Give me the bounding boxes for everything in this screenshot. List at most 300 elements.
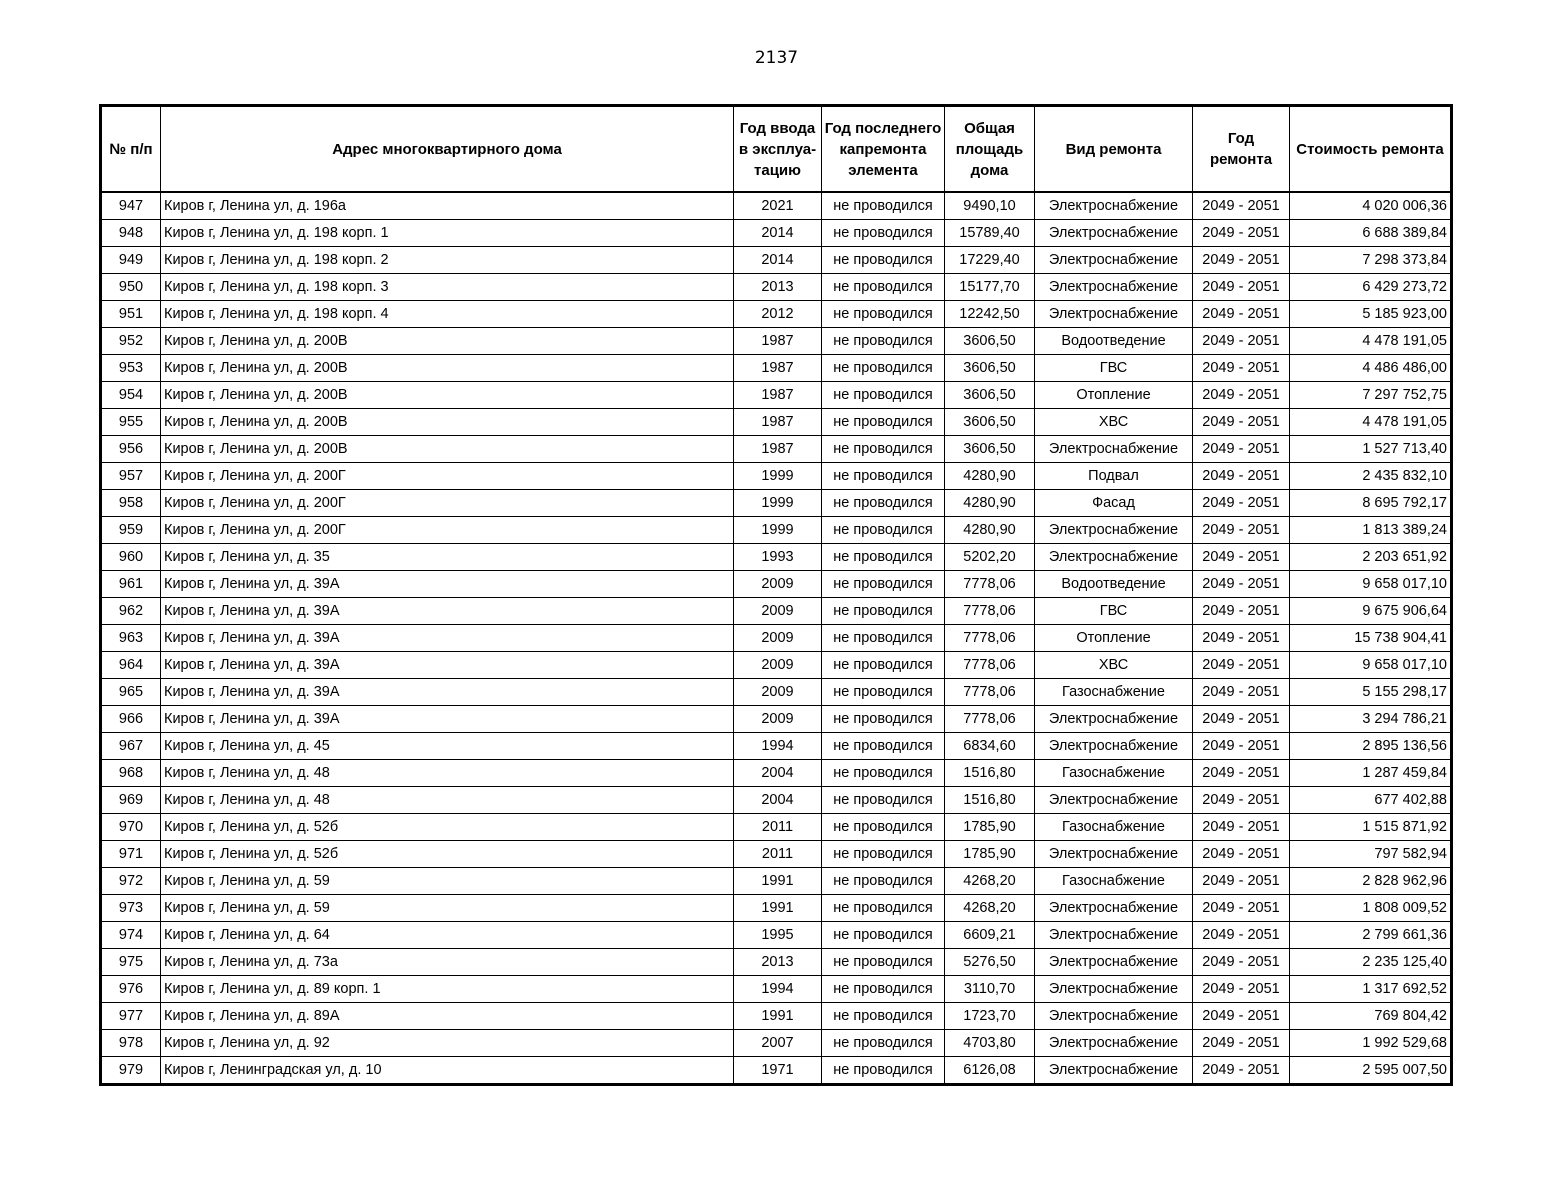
row-number: 963	[102, 625, 161, 652]
row-repair-year: 2049 - 2051	[1193, 463, 1290, 490]
row-repair-type: Подвал	[1035, 463, 1193, 490]
row-year-built: 1987	[734, 328, 822, 355]
table-row	[102, 787, 1451, 814]
row-last-repair: не проводился	[822, 868, 945, 895]
row-number: 947	[102, 192, 161, 220]
row-address: Киров г, Ленина ул, д. 39А	[161, 706, 734, 733]
row-year-built: 2011	[734, 814, 822, 841]
table-row	[102, 328, 1451, 355]
table-row	[102, 544, 1451, 571]
row-last-repair: не проводился	[822, 895, 945, 922]
row-number: 977	[102, 1003, 161, 1030]
row-last-repair: не проводился	[822, 1030, 945, 1057]
row-repair-year: 2049 - 2051	[1193, 355, 1290, 382]
row-repair-year: 2049 - 2051	[1193, 436, 1290, 463]
row-year-built: 1991	[734, 1003, 822, 1030]
row-address: Киров г, Ленина ул, д. 200Г	[161, 517, 734, 544]
row-address: Киров г, Ленина ул, д. 89А	[161, 1003, 734, 1030]
row-repair-type: Электроснабжение	[1035, 220, 1193, 247]
row-repair-year: 2049 - 2051	[1193, 895, 1290, 922]
table-row	[102, 814, 1451, 841]
row-last-repair: не проводился	[822, 625, 945, 652]
row-repair-type: Фасад	[1035, 490, 1193, 517]
row-area: 7778,06	[945, 625, 1035, 652]
row-number: 971	[102, 841, 161, 868]
row-year-built: 1987	[734, 382, 822, 409]
row-year-built: 2004	[734, 760, 822, 787]
row-repair-year: 2049 - 2051	[1193, 490, 1290, 517]
row-repair-year: 2049 - 2051	[1193, 922, 1290, 949]
row-area: 1723,70	[945, 1003, 1035, 1030]
row-cost: 2 799 661,36	[1290, 922, 1451, 949]
row-repair-type: Водоотведение	[1035, 328, 1193, 355]
row-cost: 2 828 962,96	[1290, 868, 1451, 895]
row-cost: 2 203 651,92	[1290, 544, 1451, 571]
row-repair-year: 2049 - 2051	[1193, 814, 1290, 841]
row-year-built: 2011	[734, 841, 822, 868]
row-year-built: 1994	[734, 733, 822, 760]
col-header-number: № п/п	[102, 107, 161, 193]
row-address: Киров г, Ленина ул, д. 200Г	[161, 463, 734, 490]
row-repair-type: Электроснабжение	[1035, 733, 1193, 760]
row-year-built: 2014	[734, 220, 822, 247]
row-number: 974	[102, 922, 161, 949]
row-year-built: 2009	[734, 625, 822, 652]
row-repair-year: 2049 - 2051	[1193, 949, 1290, 976]
row-address: Киров г, Ленина ул, д. 73а	[161, 949, 734, 976]
row-repair-year: 2049 - 2051	[1193, 625, 1290, 652]
row-last-repair: не проводился	[822, 409, 945, 436]
row-cost: 769 804,42	[1290, 1003, 1451, 1030]
row-number: 976	[102, 976, 161, 1003]
row-year-built: 1987	[734, 355, 822, 382]
col-header-repair-type: Вид ремонта	[1035, 107, 1193, 193]
row-area: 17229,40	[945, 247, 1035, 274]
row-cost: 797 582,94	[1290, 841, 1451, 868]
row-repair-type: Электроснабжение	[1035, 949, 1193, 976]
row-repair-type: Водоотведение	[1035, 571, 1193, 598]
col-header-year-built: Год ввода в эксплуа-тацию	[734, 107, 822, 193]
row-address: Киров г, Ленина ул, д. 52б	[161, 814, 734, 841]
row-last-repair: не проводился	[822, 192, 945, 220]
page-number: 2137	[754, 48, 799, 68]
row-repair-year: 2049 - 2051	[1193, 733, 1290, 760]
row-cost: 2 235 125,40	[1290, 949, 1451, 976]
row-number: 948	[102, 220, 161, 247]
row-cost: 2 895 136,56	[1290, 733, 1451, 760]
row-repair-type: Электроснабжение	[1035, 922, 1193, 949]
row-repair-type: Электроснабжение	[1035, 192, 1193, 220]
row-repair-type: Электроснабжение	[1035, 274, 1193, 301]
table-row	[102, 1030, 1451, 1057]
table-row	[102, 652, 1451, 679]
row-number: 973	[102, 895, 161, 922]
row-cost: 2 435 832,10	[1290, 463, 1451, 490]
row-repair-year: 2049 - 2051	[1193, 274, 1290, 301]
row-year-built: 2013	[734, 949, 822, 976]
row-address: Киров г, Ленина ул, д. 35	[161, 544, 734, 571]
table-row	[102, 355, 1451, 382]
table-row	[102, 598, 1451, 625]
row-area: 5276,50	[945, 949, 1035, 976]
row-address: Киров г, Ленина ул, д. 39А	[161, 571, 734, 598]
row-cost: 6 688 389,84	[1290, 220, 1451, 247]
row-address: Киров г, Ленина ул, д. 89 корп. 1	[161, 976, 734, 1003]
row-year-built: 2009	[734, 571, 822, 598]
row-area: 7778,06	[945, 571, 1035, 598]
row-last-repair: не проводился	[822, 301, 945, 328]
row-number: 958	[102, 490, 161, 517]
row-address: Киров г, Ленина ул, д. 59	[161, 895, 734, 922]
row-last-repair: не проводился	[822, 517, 945, 544]
row-address: Киров г, Ленина ул, д. 92	[161, 1030, 734, 1057]
row-repair-year: 2049 - 2051	[1193, 598, 1290, 625]
row-area: 7778,06	[945, 652, 1035, 679]
row-repair-type: ХВС	[1035, 652, 1193, 679]
row-repair-type: Электроснабжение	[1035, 517, 1193, 544]
row-address: Киров г, Ленина ул, д. 200В	[161, 382, 734, 409]
row-address: Киров г, Ленина ул, д. 39А	[161, 598, 734, 625]
row-repair-type: ГВС	[1035, 355, 1193, 382]
row-cost: 5 185 923,00	[1290, 301, 1451, 328]
row-repair-year: 2049 - 2051	[1193, 328, 1290, 355]
row-address: Киров г, Ленина ул, д. 196а	[161, 192, 734, 220]
row-last-repair: не проводился	[822, 1057, 945, 1084]
table-row	[102, 976, 1451, 1003]
row-year-built: 1999	[734, 463, 822, 490]
row-number: 959	[102, 517, 161, 544]
row-area: 4268,20	[945, 895, 1035, 922]
col-header-repair-year: Год ремонта	[1193, 107, 1290, 193]
row-number: 950	[102, 274, 161, 301]
row-repair-type: Электроснабжение	[1035, 1030, 1193, 1057]
row-repair-year: 2049 - 2051	[1193, 247, 1290, 274]
row-last-repair: не проводился	[822, 490, 945, 517]
row-repair-year: 2049 - 2051	[1193, 1030, 1290, 1057]
row-last-repair: не проводился	[822, 949, 945, 976]
row-address: Киров г, Ленина ул, д. 198 корп. 4	[161, 301, 734, 328]
table-body	[102, 192, 1451, 1084]
row-year-built: 1994	[734, 976, 822, 1003]
row-area: 3606,50	[945, 409, 1035, 436]
row-number: 949	[102, 247, 161, 274]
row-cost: 3 294 786,21	[1290, 706, 1451, 733]
row-last-repair: не проводился	[822, 382, 945, 409]
row-number: 968	[102, 760, 161, 787]
table-row	[102, 922, 1451, 949]
row-repair-type: Газоснабжение	[1035, 868, 1193, 895]
row-repair-year: 2049 - 2051	[1193, 1057, 1290, 1084]
table-row	[102, 868, 1451, 895]
row-number: 970	[102, 814, 161, 841]
row-area: 4280,90	[945, 463, 1035, 490]
row-repair-year: 2049 - 2051	[1193, 679, 1290, 706]
row-repair-type: Отопление	[1035, 382, 1193, 409]
table-row	[102, 1057, 1451, 1084]
row-last-repair: не проводился	[822, 814, 945, 841]
row-repair-year: 2049 - 2051	[1193, 544, 1290, 571]
row-area: 4280,90	[945, 490, 1035, 517]
table-row	[102, 760, 1451, 787]
row-number: 960	[102, 544, 161, 571]
row-last-repair: не проводился	[822, 706, 945, 733]
row-last-repair: не проводился	[822, 328, 945, 355]
row-repair-type: Отопление	[1035, 625, 1193, 652]
row-repair-type: Электроснабжение	[1035, 976, 1193, 1003]
col-header-last-repair: Год последнего капремонта элемента	[822, 107, 945, 193]
row-cost: 9 658 017,10	[1290, 652, 1451, 679]
row-repair-type: Газоснабжение	[1035, 760, 1193, 787]
row-year-built: 2013	[734, 274, 822, 301]
row-number: 965	[102, 679, 161, 706]
row-last-repair: не проводился	[822, 247, 945, 274]
row-repair-year: 2049 - 2051	[1193, 382, 1290, 409]
row-cost: 1 808 009,52	[1290, 895, 1451, 922]
row-last-repair: не проводился	[822, 355, 945, 382]
row-last-repair: не проводился	[822, 274, 945, 301]
table-row	[102, 436, 1451, 463]
row-area: 3606,50	[945, 436, 1035, 463]
row-year-built: 1991	[734, 868, 822, 895]
table-header-row	[102, 107, 1451, 193]
row-cost: 677 402,88	[1290, 787, 1451, 814]
row-repair-type: Электроснабжение	[1035, 895, 1193, 922]
row-last-repair: не проводился	[822, 841, 945, 868]
table-row	[102, 679, 1451, 706]
row-repair-type: Электроснабжение	[1035, 247, 1193, 274]
row-address: Киров г, Ленина ул, д. 200В	[161, 436, 734, 463]
row-repair-year: 2049 - 2051	[1193, 706, 1290, 733]
row-area: 15789,40	[945, 220, 1035, 247]
row-year-built: 1999	[734, 490, 822, 517]
row-cost: 4 478 191,05	[1290, 409, 1451, 436]
row-repair-type: Электроснабжение	[1035, 436, 1193, 463]
row-number: 967	[102, 733, 161, 760]
col-header-address: Адрес многоквартирного дома	[161, 107, 734, 193]
row-cost: 5 155 298,17	[1290, 679, 1451, 706]
row-repair-type: ХВС	[1035, 409, 1193, 436]
row-address: Киров г, Ленина ул, д. 200В	[161, 328, 734, 355]
row-cost: 9 658 017,10	[1290, 571, 1451, 598]
row-address: Киров г, Ленина ул, д. 198 корп. 2	[161, 247, 734, 274]
row-cost: 2 595 007,50	[1290, 1057, 1451, 1084]
row-cost: 8 695 792,17	[1290, 490, 1451, 517]
row-area: 3110,70	[945, 976, 1035, 1003]
row-cost: 4 020 006,36	[1290, 192, 1451, 220]
row-repair-type: Газоснабжение	[1035, 814, 1193, 841]
row-year-built: 1971	[734, 1057, 822, 1084]
row-area: 3606,50	[945, 382, 1035, 409]
table-row	[102, 841, 1451, 868]
row-repair-type: Электроснабжение	[1035, 301, 1193, 328]
row-area: 6609,21	[945, 922, 1035, 949]
row-year-built: 2007	[734, 1030, 822, 1057]
row-number: 969	[102, 787, 161, 814]
row-last-repair: не проводился	[822, 787, 945, 814]
table-row	[102, 220, 1451, 247]
row-last-repair: не проводился	[822, 976, 945, 1003]
row-repair-year: 2049 - 2051	[1193, 220, 1290, 247]
row-repair-year: 2049 - 2051	[1193, 571, 1290, 598]
row-repair-year: 2049 - 2051	[1193, 976, 1290, 1003]
row-repair-type: Электроснабжение	[1035, 1003, 1193, 1030]
row-last-repair: не проводился	[822, 733, 945, 760]
row-area: 7778,06	[945, 679, 1035, 706]
row-number: 975	[102, 949, 161, 976]
row-year-built: 2004	[734, 787, 822, 814]
row-number: 953	[102, 355, 161, 382]
row-year-built: 2009	[734, 679, 822, 706]
row-last-repair: не проводился	[822, 922, 945, 949]
table-row	[102, 733, 1451, 760]
row-area: 7778,06	[945, 706, 1035, 733]
row-cost: 1 527 713,40	[1290, 436, 1451, 463]
row-area: 1785,90	[945, 814, 1035, 841]
row-number: 951	[102, 301, 161, 328]
row-address: Киров г, Ленина ул, д. 64	[161, 922, 734, 949]
row-cost: 1 515 871,92	[1290, 814, 1451, 841]
table-row	[102, 192, 1451, 220]
row-year-built: 1987	[734, 409, 822, 436]
row-area: 12242,50	[945, 301, 1035, 328]
row-address: Киров г, Ленина ул, д. 39А	[161, 625, 734, 652]
row-address: Киров г, Ленина ул, д. 200В	[161, 409, 734, 436]
row-cost: 15 738 904,41	[1290, 625, 1451, 652]
row-cost: 1 317 692,52	[1290, 976, 1451, 1003]
row-area: 9490,10	[945, 192, 1035, 220]
table-row	[102, 463, 1451, 490]
row-year-built: 2014	[734, 247, 822, 274]
row-repair-type: Электроснабжение	[1035, 787, 1193, 814]
row-repair-year: 2049 - 2051	[1193, 409, 1290, 436]
row-year-built: 2021	[734, 192, 822, 220]
row-repair-type: Газоснабжение	[1035, 679, 1193, 706]
row-last-repair: не проводился	[822, 760, 945, 787]
row-number: 962	[102, 598, 161, 625]
row-year-built: 1999	[734, 517, 822, 544]
row-year-built: 2009	[734, 652, 822, 679]
row-repair-year: 2049 - 2051	[1193, 787, 1290, 814]
row-cost: 1 287 459,84	[1290, 760, 1451, 787]
row-cost: 1 813 389,24	[1290, 517, 1451, 544]
table-row	[102, 625, 1451, 652]
row-address: Киров г, Ленина ул, д. 45	[161, 733, 734, 760]
row-last-repair: не проводился	[822, 679, 945, 706]
row-repair-year: 2049 - 2051	[1193, 192, 1290, 220]
row-year-built: 2009	[734, 706, 822, 733]
row-repair-type: Электроснабжение	[1035, 1057, 1193, 1084]
row-year-built: 1993	[734, 544, 822, 571]
row-repair-year: 2049 - 2051	[1193, 517, 1290, 544]
row-number: 956	[102, 436, 161, 463]
row-cost: 6 429 273,72	[1290, 274, 1451, 301]
row-repair-type: Электроснабжение	[1035, 706, 1193, 733]
col-header-area: Общая площадь дома	[945, 107, 1035, 193]
row-address: Киров г, Ленина ул, д. 39А	[161, 652, 734, 679]
row-cost: 4 478 191,05	[1290, 328, 1451, 355]
row-year-built: 2012	[734, 301, 822, 328]
table-row	[102, 247, 1451, 274]
table-row	[102, 301, 1451, 328]
row-area: 4703,80	[945, 1030, 1035, 1057]
table-row	[102, 949, 1451, 976]
table-row	[102, 571, 1451, 598]
row-year-built: 1991	[734, 895, 822, 922]
row-last-repair: не проводился	[822, 544, 945, 571]
row-last-repair: не проводился	[822, 463, 945, 490]
row-repair-year: 2049 - 2051	[1193, 301, 1290, 328]
row-cost: 7 297 752,75	[1290, 382, 1451, 409]
row-last-repair: не проводился	[822, 652, 945, 679]
row-year-built: 1987	[734, 436, 822, 463]
row-address: Киров г, Ленинградская ул, д. 10	[161, 1057, 734, 1084]
col-header-cost: Стоимость ремонта	[1290, 107, 1451, 193]
row-number: 957	[102, 463, 161, 490]
row-area: 5202,20	[945, 544, 1035, 571]
row-repair-year: 2049 - 2051	[1193, 868, 1290, 895]
row-area: 1516,80	[945, 787, 1035, 814]
row-area: 3606,50	[945, 355, 1035, 382]
table-row	[102, 409, 1451, 436]
row-repair-year: 2049 - 2051	[1193, 652, 1290, 679]
row-area: 15177,70	[945, 274, 1035, 301]
row-cost: 7 298 373,84	[1290, 247, 1451, 274]
row-area: 6126,08	[945, 1057, 1035, 1084]
row-number: 952	[102, 328, 161, 355]
row-repair-type: ГВС	[1035, 598, 1193, 625]
row-area: 4280,90	[945, 517, 1035, 544]
row-address: Киров г, Ленина ул, д. 200В	[161, 355, 734, 382]
row-number: 954	[102, 382, 161, 409]
row-last-repair: не проводился	[822, 436, 945, 463]
row-cost: 1 992 529,68	[1290, 1030, 1451, 1057]
table-row	[102, 382, 1451, 409]
row-area: 6834,60	[945, 733, 1035, 760]
table-row	[102, 274, 1451, 301]
row-area: 7778,06	[945, 598, 1035, 625]
row-area: 1785,90	[945, 841, 1035, 868]
row-cost: 9 675 906,64	[1290, 598, 1451, 625]
table-row	[102, 1003, 1451, 1030]
row-repair-year: 2049 - 2051	[1193, 1003, 1290, 1030]
row-area: 4268,20	[945, 868, 1035, 895]
row-number: 964	[102, 652, 161, 679]
table-row	[102, 895, 1451, 922]
row-repair-year: 2049 - 2051	[1193, 760, 1290, 787]
row-cost: 4 486 486,00	[1290, 355, 1451, 382]
row-year-built: 2009	[734, 598, 822, 625]
row-number: 972	[102, 868, 161, 895]
row-number: 966	[102, 706, 161, 733]
row-last-repair: не проводился	[822, 571, 945, 598]
row-address: Киров г, Ленина ул, д. 59	[161, 868, 734, 895]
row-address: Киров г, Ленина ул, д. 48	[161, 760, 734, 787]
row-last-repair: не проводился	[822, 220, 945, 247]
row-number: 979	[102, 1057, 161, 1084]
row-repair-type: Электроснабжение	[1035, 841, 1193, 868]
row-area: 3606,50	[945, 328, 1035, 355]
row-number: 961	[102, 571, 161, 598]
row-year-built: 1995	[734, 922, 822, 949]
row-address: Киров г, Ленина ул, д. 39А	[161, 679, 734, 706]
repair-schedule-table	[101, 106, 1451, 1084]
row-number: 978	[102, 1030, 161, 1057]
row-address: Киров г, Ленина ул, д. 198 корп. 3	[161, 274, 734, 301]
row-number: 955	[102, 409, 161, 436]
table-row	[102, 706, 1451, 733]
row-area: 1516,80	[945, 760, 1035, 787]
row-repair-year: 2049 - 2051	[1193, 841, 1290, 868]
